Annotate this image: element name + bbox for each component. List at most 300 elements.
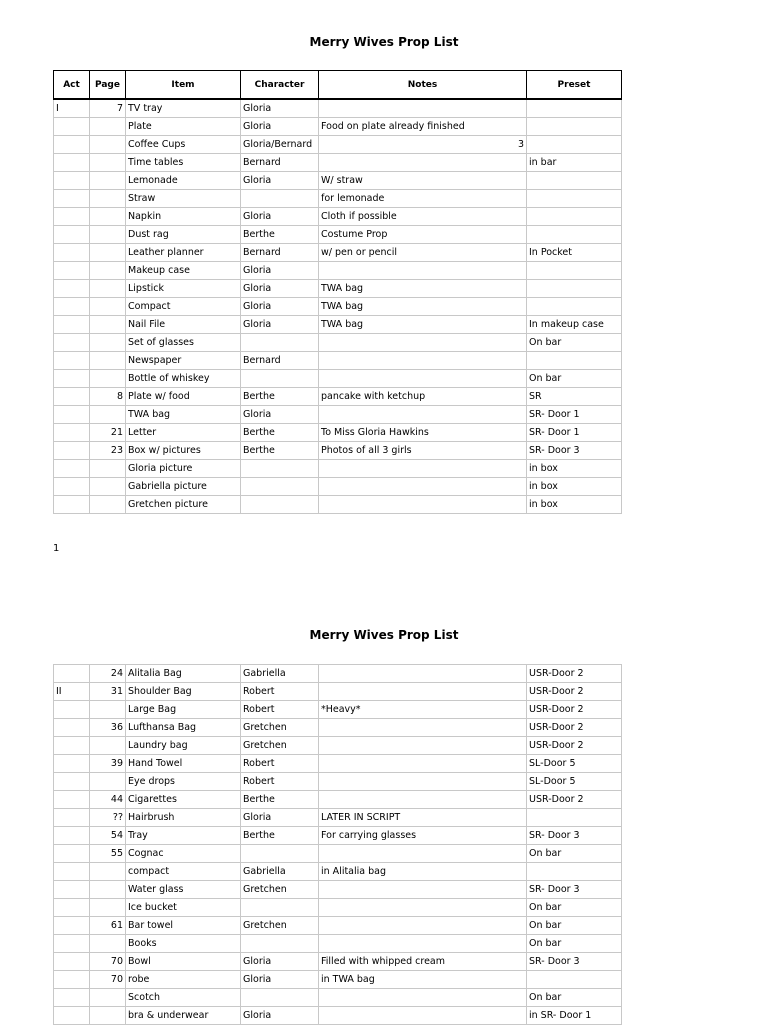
- table-row: [54, 971, 622, 989]
- table-row: [54, 899, 622, 917]
- cell-notes: [319, 208, 527, 226]
- cell-item: robe: [126, 971, 241, 989]
- cell-notes: [319, 683, 527, 701]
- table-row: [54, 791, 622, 809]
- table-row: [54, 316, 622, 334]
- cell-page: [90, 136, 126, 154]
- cell-notes: [319, 118, 527, 136]
- prop-table-act-1: [53, 70, 622, 514]
- cell-item: Hand Towel: [126, 755, 241, 773]
- cell-preset: in bar: [527, 154, 622, 172]
- cell-character: Gloria: [241, 953, 319, 971]
- cell-character: Gloria: [241, 406, 319, 424]
- cell-character: Berthe: [241, 442, 319, 460]
- cell-item: compact: [126, 863, 241, 881]
- cell-act: [54, 845, 90, 863]
- cell-character: Gretchen: [241, 917, 319, 935]
- cell-character: Berthe: [241, 827, 319, 845]
- cell-act: [54, 899, 90, 917]
- cell-preset: SR- Door 3: [527, 953, 622, 971]
- cell-notes: [319, 1007, 527, 1025]
- cell-notes: [319, 244, 527, 262]
- cell-page: 70: [90, 953, 126, 971]
- cell-act: [54, 154, 90, 172]
- cell-notes: in Alitalia bag: [319, 863, 527, 881]
- cell-item: Coffee Cups: [126, 136, 241, 154]
- cell-page: [90, 262, 126, 280]
- cell-item: Lemonade: [126, 172, 241, 190]
- cell-character: Gloria: [241, 280, 319, 298]
- cell-act: [54, 442, 90, 460]
- notes-text: Costume Prop: [321, 229, 388, 240]
- cell-act: [54, 809, 90, 827]
- cell-notes: [319, 845, 527, 863]
- cell-notes: [319, 370, 527, 388]
- cell-item: Cigarettes: [126, 791, 241, 809]
- cell-character: Gabriella: [241, 665, 319, 683]
- cell-page: [90, 226, 126, 244]
- cell-act: [54, 827, 90, 845]
- cell-act: [54, 388, 90, 406]
- table-row: [54, 827, 622, 845]
- table-row: [54, 881, 622, 899]
- cell-preset: USR-Door 2: [527, 737, 622, 755]
- cell-character: Gloria/Bernard: [241, 136, 319, 154]
- cell-item: Nail File: [126, 316, 241, 334]
- cell-character: Gloria: [241, 1007, 319, 1025]
- table-header-row: [54, 71, 622, 100]
- cell-page: [90, 172, 126, 190]
- cell-character: [241, 190, 319, 208]
- cell-character: Gloria: [241, 316, 319, 334]
- table-row: [54, 737, 622, 755]
- cell-act: [54, 244, 90, 262]
- cell-act: [54, 406, 90, 424]
- cell-character: [241, 496, 319, 514]
- cell-notes: [319, 388, 527, 406]
- cell-character: Gloria: [241, 298, 319, 316]
- cell-act: [54, 971, 90, 989]
- cell-preset: [527, 136, 622, 154]
- cell-preset: [527, 172, 622, 190]
- table-row: [54, 845, 622, 863]
- notes-text: TWA bag: [321, 283, 364, 294]
- cell-act: [54, 1007, 90, 1025]
- cell-notes: in TWA bag: [319, 971, 527, 989]
- cell-preset: In makeup case: [527, 316, 622, 334]
- cell-page: [90, 190, 126, 208]
- cell-character: Robert: [241, 773, 319, 791]
- cell-act: [54, 334, 90, 352]
- cell-act: [54, 370, 90, 388]
- cell-page: 7: [90, 99, 126, 118]
- table-row: [54, 701, 622, 719]
- cell-page: 36: [90, 719, 126, 737]
- cell-page: [90, 935, 126, 953]
- cell-act: [54, 208, 90, 226]
- cell-item: Letter: [126, 424, 241, 442]
- cell-act: [54, 496, 90, 514]
- table-row: [54, 280, 622, 298]
- cell-preset: [527, 262, 622, 280]
- page-title: Merry Wives Prop List: [309, 628, 459, 642]
- header-item: Item: [126, 71, 241, 100]
- cell-item: Large Bag: [126, 701, 241, 719]
- cell-notes: [319, 262, 527, 280]
- cell-page: 61: [90, 917, 126, 935]
- cell-notes: [319, 190, 527, 208]
- cell-notes: [319, 719, 527, 737]
- header-act: Act: [54, 71, 90, 100]
- cell-act: [54, 881, 90, 899]
- cell-act: [54, 316, 90, 334]
- cell-act: [54, 989, 90, 1007]
- cell-item: Scotch: [126, 989, 241, 1007]
- cell-page: [90, 701, 126, 719]
- table-row: [54, 370, 622, 388]
- table-row: [54, 226, 622, 244]
- cell-page: [90, 899, 126, 917]
- cell-notes: [319, 99, 527, 118]
- cell-preset: in box: [527, 478, 622, 496]
- cell-item: Ice bucket: [126, 899, 241, 917]
- cell-character: Bernard: [241, 244, 319, 262]
- table-row: [54, 773, 622, 791]
- page-title: Merry Wives Prop List: [309, 35, 459, 49]
- cell-act: [54, 755, 90, 773]
- table-row: [54, 424, 622, 442]
- cell-character: [241, 334, 319, 352]
- cell-character: Gloria: [241, 971, 319, 989]
- cell-act: [54, 190, 90, 208]
- table-row: [54, 460, 622, 478]
- cell-preset: On bar: [527, 917, 622, 935]
- header-preset: Preset: [527, 71, 622, 100]
- table-row: [54, 496, 622, 514]
- cell-notes: [319, 935, 527, 953]
- cell-act: [54, 172, 90, 190]
- cell-preset: On bar: [527, 334, 622, 352]
- cell-page: 8: [90, 388, 126, 406]
- cell-notes: [319, 665, 527, 683]
- cell-notes: [319, 899, 527, 917]
- cell-act: [54, 953, 90, 971]
- cell-character: Gloria: [241, 118, 319, 136]
- cell-item: Newspaper: [126, 352, 241, 370]
- cell-character: Robert: [241, 755, 319, 773]
- cell-preset: On bar: [527, 899, 622, 917]
- cell-notes: [319, 478, 527, 496]
- cell-page: 54: [90, 827, 126, 845]
- notes-text: pancake with ketchup: [321, 391, 426, 402]
- table-row: [54, 262, 622, 280]
- table-row: [54, 388, 622, 406]
- cell-preset: On bar: [527, 989, 622, 1007]
- cell-item: Gretchen picture: [126, 496, 241, 514]
- cell-notes: [319, 226, 527, 244]
- cell-character: Robert: [241, 683, 319, 701]
- cell-item: Laundry bag: [126, 737, 241, 755]
- notes-text: TWA bag: [321, 319, 364, 330]
- cell-preset: [527, 352, 622, 370]
- notes-text: To Miss Gloria Hawkins: [321, 427, 429, 438]
- cell-page: [90, 460, 126, 478]
- cell-act: [54, 719, 90, 737]
- cell-notes: [319, 917, 527, 935]
- cell-page: [90, 1007, 126, 1025]
- cell-notes: [319, 496, 527, 514]
- cell-page: [90, 989, 126, 1007]
- table-row: [54, 244, 622, 262]
- cell-item: Gabriella picture: [126, 478, 241, 496]
- table-row: [54, 406, 622, 424]
- cell-preset: USR-Door 2: [527, 683, 622, 701]
- cell-page: [90, 316, 126, 334]
- cell-preset: SL-Door 5: [527, 755, 622, 773]
- cell-preset: [527, 809, 622, 827]
- cell-item: Cognac: [126, 845, 241, 863]
- cell-page: 24: [90, 665, 126, 683]
- cell-page: 44: [90, 791, 126, 809]
- cell-page: 31: [90, 683, 126, 701]
- cell-character: Gloria: [241, 262, 319, 280]
- cell-act: [54, 460, 90, 478]
- cell-preset: USR-Door 2: [527, 719, 622, 737]
- notes-text: TWA bag: [321, 301, 364, 312]
- cell-character: Gloria: [241, 99, 319, 118]
- cell-character: Gretchen: [241, 719, 319, 737]
- cell-notes: [319, 773, 527, 791]
- cell-preset: in SR- Door 1: [527, 1007, 622, 1025]
- table-row: [54, 719, 622, 737]
- cell-page: [90, 208, 126, 226]
- cell-preset: [527, 208, 622, 226]
- cell-page: ??: [90, 809, 126, 827]
- cell-item: Set of glasses: [126, 334, 241, 352]
- cell-page: 39: [90, 755, 126, 773]
- cell-notes: [319, 280, 527, 298]
- cell-act: [54, 791, 90, 809]
- cell-item: Plate: [126, 118, 241, 136]
- cell-character: Bernard: [241, 154, 319, 172]
- cell-item: Eye drops: [126, 773, 241, 791]
- cell-character: [241, 899, 319, 917]
- cell-preset: SR: [527, 388, 622, 406]
- cell-item: Leather planner: [126, 244, 241, 262]
- cell-act: [54, 478, 90, 496]
- cell-page: [90, 334, 126, 352]
- notes-text: for lemonade: [321, 193, 385, 204]
- cell-item: Box w/ pictures: [126, 442, 241, 460]
- table-row: [54, 190, 622, 208]
- cell-preset: USR-Door 2: [527, 791, 622, 809]
- cell-notes: [319, 172, 527, 190]
- cell-item: Lipstick: [126, 280, 241, 298]
- cell-page: [90, 352, 126, 370]
- cell-notes: *Heavy*: [319, 701, 527, 719]
- table-row: [54, 352, 622, 370]
- cell-page: [90, 118, 126, 136]
- cell-character: Gloria: [241, 208, 319, 226]
- cell-item: Tray: [126, 827, 241, 845]
- notes-text: Photos of all 3 girls: [321, 445, 412, 456]
- cell-character: [241, 935, 319, 953]
- cell-item: Straw: [126, 190, 241, 208]
- cell-act: [54, 917, 90, 935]
- cell-notes: For carrying glasses: [319, 827, 527, 845]
- cell-notes: [319, 316, 527, 334]
- table-row: [54, 442, 622, 460]
- cell-act: [54, 226, 90, 244]
- cell-notes: [319, 334, 527, 352]
- cell-character: Berthe: [241, 388, 319, 406]
- cell-page: [90, 773, 126, 791]
- cell-page: [90, 370, 126, 388]
- table-row: [54, 953, 622, 971]
- cell-page: [90, 298, 126, 316]
- cell-item: Alitalia Bag: [126, 665, 241, 683]
- cell-page: [90, 478, 126, 496]
- cell-page: [90, 406, 126, 424]
- cell-item: Plate w/ food: [126, 388, 241, 406]
- cell-preset: On bar: [527, 845, 622, 863]
- cell-notes: [319, 352, 527, 370]
- table-row: [54, 1007, 622, 1025]
- cell-preset: SR- Door 3: [527, 442, 622, 460]
- cell-character: Gretchen: [241, 881, 319, 899]
- cell-preset: On bar: [527, 935, 622, 953]
- cell-item: Makeup case: [126, 262, 241, 280]
- cell-notes: [319, 791, 527, 809]
- cell-item: bra & underwear: [126, 1007, 241, 1025]
- cell-page: 21: [90, 424, 126, 442]
- cell-page: [90, 244, 126, 262]
- cell-item: Dust rag: [126, 226, 241, 244]
- header-character: Character: [241, 71, 319, 100]
- cell-item: Compact: [126, 298, 241, 316]
- cell-notes: [319, 989, 527, 1007]
- table-row: [54, 334, 622, 352]
- cell-page: [90, 280, 126, 298]
- notes-number: 3: [517, 139, 524, 150]
- cell-notes: [319, 460, 527, 478]
- cell-page: [90, 737, 126, 755]
- cell-notes: [319, 154, 527, 172]
- notes-text: Food on plate already finished: [321, 121, 465, 132]
- cell-item: Bar towel: [126, 917, 241, 935]
- table-row: [54, 863, 622, 881]
- cell-item: TV tray: [126, 99, 241, 118]
- cell-item: Lufthansa Bag: [126, 719, 241, 737]
- table-row: [54, 172, 622, 190]
- cell-act: [54, 935, 90, 953]
- table-row: [54, 989, 622, 1007]
- cell-preset: [527, 99, 622, 118]
- cell-act: II: [54, 683, 90, 701]
- cell-preset: SL-Door 5: [527, 773, 622, 791]
- notes-text: w/ pen or pencil: [321, 247, 398, 258]
- notes-text: Cloth if possible: [321, 211, 397, 222]
- header-notes: Notes: [319, 71, 527, 100]
- table-row: [54, 298, 622, 316]
- cell-preset: In Pocket: [527, 244, 622, 262]
- cell-page: 70: [90, 971, 126, 989]
- table-row: [54, 99, 622, 118]
- cell-act: [54, 280, 90, 298]
- cell-page: 23: [90, 442, 126, 460]
- cell-preset: [527, 863, 622, 881]
- cell-preset: On bar: [527, 370, 622, 388]
- table-row: [54, 478, 622, 496]
- cell-item: Napkin: [126, 208, 241, 226]
- cell-act: [54, 773, 90, 791]
- cell-character: [241, 989, 319, 1007]
- cell-character: Gloria: [241, 809, 319, 827]
- table-row: [54, 665, 622, 683]
- cell-character: Bernard: [241, 352, 319, 370]
- cell-character: Gretchen: [241, 737, 319, 755]
- table-row: [54, 755, 622, 773]
- cell-page: 55: [90, 845, 126, 863]
- table-row: [54, 154, 622, 172]
- cell-character: Gloria: [241, 172, 319, 190]
- cell-act: I: [54, 99, 90, 118]
- cell-preset: SR- Door 3: [527, 881, 622, 899]
- cell-page: [90, 881, 126, 899]
- cell-preset: [527, 298, 622, 316]
- cell-act: [54, 701, 90, 719]
- table-row: [54, 208, 622, 226]
- table-row: [54, 683, 622, 701]
- cell-notes: [319, 298, 527, 316]
- cell-notes: [319, 136, 527, 154]
- cell-character: Berthe: [241, 424, 319, 442]
- cell-character: [241, 478, 319, 496]
- cell-character: Berthe: [241, 226, 319, 244]
- cell-preset: [527, 971, 622, 989]
- prop-table-act-2: [53, 664, 622, 1025]
- cell-item: Bowl: [126, 953, 241, 971]
- cell-preset: SR- Door 3: [527, 827, 622, 845]
- cell-act: [54, 298, 90, 316]
- cell-notes: LATER IN SCRIPT: [319, 809, 527, 827]
- cell-preset: in box: [527, 460, 622, 478]
- cell-act: [54, 352, 90, 370]
- cell-page: [90, 863, 126, 881]
- cell-character: [241, 460, 319, 478]
- cell-act: [54, 262, 90, 280]
- cell-preset: [527, 190, 622, 208]
- cell-preset: [527, 118, 622, 136]
- table-row: [54, 136, 622, 154]
- cell-preset: in box: [527, 496, 622, 514]
- cell-character: [241, 845, 319, 863]
- cell-notes: Filled with whipped cream: [319, 953, 527, 971]
- page-number: 1: [53, 543, 60, 554]
- cell-notes: [319, 737, 527, 755]
- cell-page: [90, 496, 126, 514]
- cell-act: [54, 118, 90, 136]
- cell-item: Books: [126, 935, 241, 953]
- cell-item: Bottle of whiskey: [126, 370, 241, 388]
- cell-notes: [319, 755, 527, 773]
- cell-act: [54, 424, 90, 442]
- cell-character: [241, 370, 319, 388]
- cell-page: [90, 154, 126, 172]
- cell-item: Time tables: [126, 154, 241, 172]
- cell-preset: SR- Door 1: [527, 424, 622, 442]
- cell-item: Hairbrush: [126, 809, 241, 827]
